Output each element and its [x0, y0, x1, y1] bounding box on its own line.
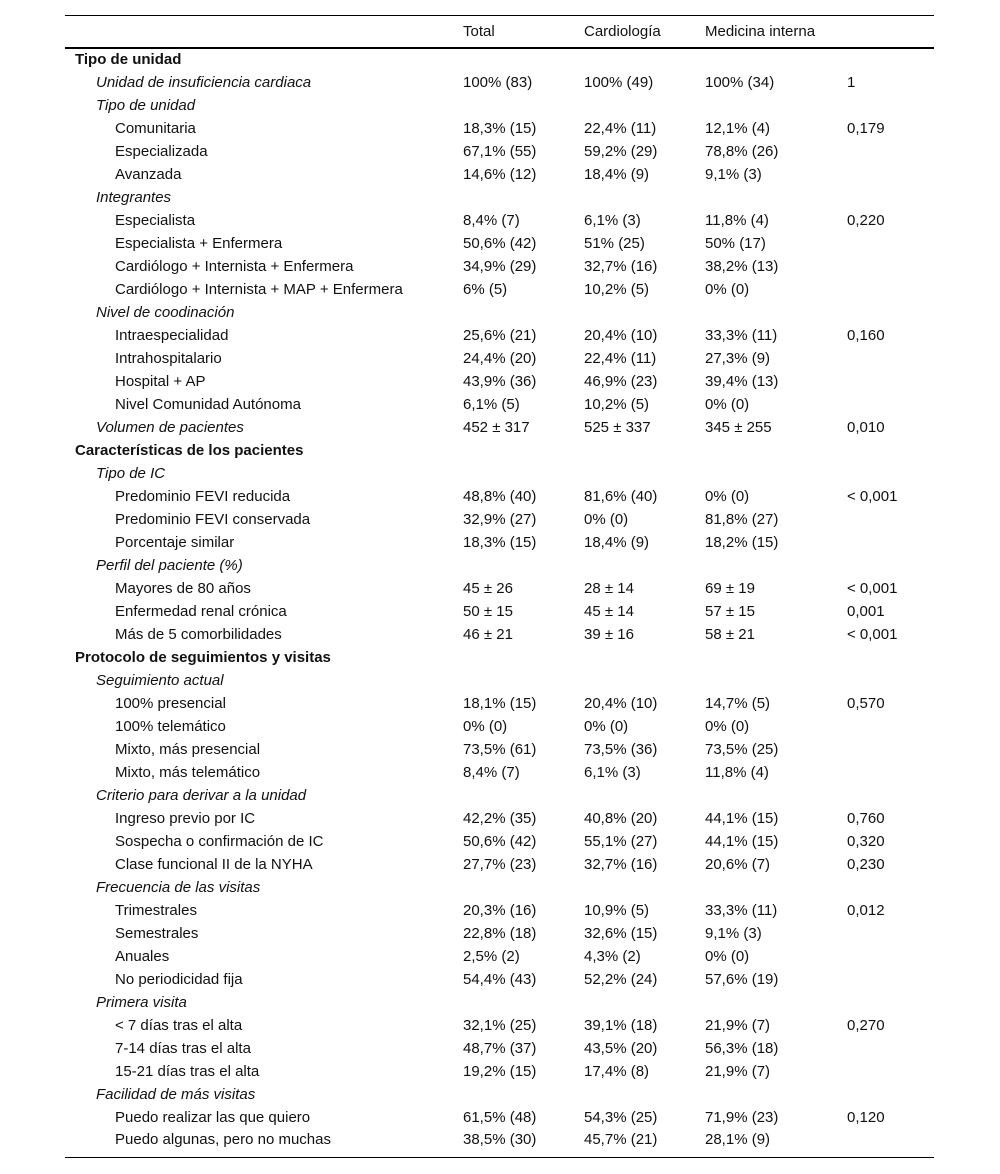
row-label: 100% presencial: [115, 694, 226, 712]
medicina-interna-cell: 345 ± 255: [705, 418, 772, 436]
p-value-cell: 0,179: [847, 119, 885, 137]
row-label: Cardiólogo + Internista + MAP + Enfermera: [115, 280, 403, 298]
cardiologia-cell: 4,3% (2): [584, 947, 641, 965]
p-value-cell: 1: [847, 73, 856, 91]
p-value-cell: < 0,001: [847, 487, 898, 505]
total-cell: 48,7% (37): [463, 1039, 537, 1057]
medicina-interna-cell: 11,8% (4): [705, 763, 769, 781]
medicina-interna-cell: 0% (0): [705, 487, 750, 505]
row-label: 15-21 días tras el alta: [115, 1062, 260, 1080]
cardiologia-cell: 525 ± 337: [584, 418, 651, 436]
cardiologia-cell: 81,6% (40): [584, 487, 658, 505]
table-row: [65, 531, 934, 554]
p-value-cell: [847, 163, 934, 186]
p-value-cell: [847, 393, 934, 416]
total-cell: 34,9% (29): [463, 257, 537, 275]
table-row: [65, 393, 934, 416]
medicina-interna-cell: 0% (0): [705, 280, 750, 298]
medicina-interna-cell: 44,1% (15): [705, 809, 779, 827]
cardiologia-cell: [584, 1083, 705, 1106]
p-value-cell: [847, 186, 934, 209]
total-cell: [463, 554, 584, 577]
p-value-cell: [847, 255, 934, 278]
table-row: [65, 485, 934, 508]
table-row: [65, 255, 934, 278]
total-cell: 19,2% (15): [463, 1062, 537, 1080]
total-cell: 452 ± 317: [463, 418, 530, 436]
total-cell: 20,3% (16): [463, 901, 537, 919]
table-row: [65, 945, 934, 968]
total-cell: 27,7% (23): [463, 855, 537, 873]
row-label: Comunitaria: [115, 119, 196, 137]
row-label: Enfermedad renal crónica: [115, 602, 287, 620]
total-cell: 100% (83): [463, 73, 533, 91]
p-value-cell: [847, 784, 934, 807]
cardiologia-cell: 32,7% (16): [584, 855, 658, 873]
medicina-interna-cell: 27,3% (9): [705, 349, 771, 367]
total-cell: 24,4% (20): [463, 349, 537, 367]
medicina-interna-cell: 57 ± 15: [705, 602, 755, 620]
total-cell: 42,2% (35): [463, 809, 537, 827]
total-cell: 6% (5): [463, 280, 508, 298]
medicina-interna-cell: [705, 462, 847, 485]
cardiologia-cell: 45 ± 14: [584, 602, 634, 620]
total-cell: 8,4% (7): [463, 763, 520, 781]
data-table: [65, 15, 934, 1158]
total-cell: [463, 876, 584, 899]
cardiologia-cell: 22,4% (11): [584, 349, 657, 367]
p-value-cell: [847, 94, 934, 117]
row-label: Puedo algunas, pero no muchas: [115, 1130, 331, 1148]
total-cell: 2,5% (2): [463, 947, 520, 965]
medicina-interna-cell: 33,3% (11): [705, 326, 778, 344]
p-value-cell: [847, 347, 934, 370]
total-cell: 48,8% (40): [463, 487, 537, 505]
p-value-cell: [847, 761, 934, 784]
row-label: 100% telemático: [115, 717, 226, 735]
medicina-interna-cell: 57,6% (19): [705, 970, 779, 988]
medicina-interna-cell: [705, 439, 847, 462]
total-cell: 38,5% (30): [463, 1130, 537, 1148]
medicina-interna-cell: 0% (0): [705, 947, 750, 965]
p-value-cell: 0,320: [847, 832, 885, 850]
medicina-interna-cell: 39,4% (13): [705, 372, 779, 390]
total-cell: 54,4% (43): [463, 970, 537, 988]
table-row: [65, 209, 934, 232]
medicina-interna-cell: [705, 94, 847, 117]
medicina-interna-cell: 33,3% (11): [705, 901, 778, 919]
subsection-row: [65, 416, 934, 439]
p-value-cell: 0,120: [847, 1108, 885, 1126]
medicina-interna-cell: 71,9% (23): [705, 1108, 779, 1126]
p-value-cell: [847, 1037, 934, 1060]
cardiologia-cell: [584, 991, 705, 1014]
p-value-cell: [847, 301, 934, 324]
p-value-cell: [847, 554, 934, 577]
row-label: Frecuencia de las visitas: [96, 878, 261, 896]
medicina-interna-cell: 0% (0): [705, 395, 750, 413]
medicina-interna-cell: 56,3% (18): [705, 1039, 779, 1057]
medicina-interna-cell: [705, 646, 847, 669]
medicina-interna-cell: 69 ± 19: [705, 579, 755, 597]
cardiologia-cell: [584, 48, 705, 71]
cardiologia-cell: 20,4% (10): [584, 326, 658, 344]
medicina-interna-cell: 58 ± 21: [705, 625, 755, 643]
table-row: [65, 232, 934, 255]
subsection-row: [65, 462, 934, 485]
total-cell: [463, 669, 584, 692]
total-cell: 73,5% (61): [463, 740, 537, 758]
row-label: Mixto, más telemático: [115, 763, 261, 781]
row-label: Especialista + Enfermera: [115, 234, 283, 252]
cardiologia-cell: 22,4% (11): [584, 119, 657, 137]
p-value-cell: [847, 669, 934, 692]
subsection-row: [65, 1083, 934, 1106]
cardiologia-cell: 6,1% (3): [584, 211, 641, 229]
table-row: [65, 1129, 934, 1158]
cardiologia-cell: [584, 669, 705, 692]
cardiologia-cell: 39,1% (18): [584, 1016, 658, 1034]
subsection-row: [65, 784, 934, 807]
table-row: [65, 324, 934, 347]
p-value-cell: [847, 508, 934, 531]
row-label: Cardiólogo + Internista + Enfermera: [115, 257, 354, 275]
table-row: [65, 163, 934, 186]
cardiologia-cell: 51% (25): [584, 234, 645, 252]
medicina-interna-cell: 21,9% (7): [705, 1016, 771, 1034]
total-cell: [463, 646, 584, 669]
subsection-row: [65, 669, 934, 692]
table-row: [65, 278, 934, 301]
p-value-cell: [847, 715, 934, 738]
p-value-cell: 0,220: [847, 211, 885, 229]
total-cell: [463, 186, 584, 209]
table-body: [65, 48, 934, 1158]
table-row: [65, 117, 934, 140]
total-cell: 0% (0): [463, 717, 508, 735]
medicina-interna-cell: [705, 784, 847, 807]
table-row: [65, 922, 934, 945]
header-medicina-interna: Medicina interna: [705, 22, 816, 40]
row-label: Unidad de insuficiencia cardiaca: [96, 73, 312, 91]
row-label: Nivel Comunidad Autónoma: [115, 395, 301, 413]
p-value-cell: < 0,001: [847, 625, 898, 643]
total-cell: 32,9% (27): [463, 510, 537, 528]
total-cell: [463, 1083, 584, 1106]
total-cell: 50,6% (42): [463, 234, 537, 252]
table-row: [65, 715, 934, 738]
medicina-interna-cell: [705, 301, 847, 324]
p-value-cell: 0,160: [847, 326, 885, 344]
medicina-interna-cell: 73,5% (25): [705, 740, 779, 758]
total-cell: [463, 94, 584, 117]
total-cell: 50,6% (42): [463, 832, 537, 850]
p-value-cell: [847, 968, 934, 991]
medicina-interna-cell: 50% (17): [705, 234, 766, 252]
p-value-cell: [847, 991, 934, 1014]
p-value-cell: 0,001: [847, 602, 885, 620]
p-value-cell: < 0,001: [847, 579, 898, 597]
cardiologia-cell: [584, 186, 705, 209]
p-value-cell: [847, 1129, 934, 1158]
table-row: [65, 600, 934, 623]
table-row: [65, 1037, 934, 1060]
total-cell: 32,1% (25): [463, 1016, 537, 1034]
subsection-row: [65, 71, 934, 94]
total-cell: 61,5% (48): [463, 1108, 537, 1126]
row-label: Protocolo de seguimientos y visitas: [75, 648, 331, 666]
p-value-cell: [847, 48, 934, 71]
subsection-row: [65, 991, 934, 1014]
cardiologia-cell: 40,8% (20): [584, 809, 658, 827]
cardiologia-cell: [584, 462, 705, 485]
row-label: Ingreso previo por IC: [115, 809, 256, 827]
cardiologia-cell: 0% (0): [584, 510, 629, 528]
table-row: [65, 692, 934, 715]
medicina-interna-cell: 9,1% (3): [705, 165, 762, 183]
total-cell: 8,4% (7): [463, 211, 520, 229]
row-label: 7-14 días tras el alta: [115, 1039, 251, 1057]
medicina-interna-cell: 28,1% (9): [705, 1130, 771, 1148]
cardiologia-cell: 46,9% (23): [584, 372, 658, 390]
header-cardiologia: Cardiología: [584, 22, 661, 40]
table-row: [65, 1014, 934, 1037]
p-value-cell: [847, 370, 934, 393]
row-label: Avanzada: [115, 165, 182, 183]
cardiologia-cell: [584, 301, 705, 324]
table-row: [65, 830, 934, 853]
row-label: Hospital + AP: [115, 372, 206, 390]
total-cell: 18,1% (15): [463, 694, 537, 712]
medicina-interna-cell: 81,8% (27): [705, 510, 779, 528]
table-row: [65, 623, 934, 646]
subsection-row: [65, 94, 934, 117]
cardiologia-cell: 54,3% (25): [584, 1108, 658, 1126]
row-label: Predominio FEVI conservada: [115, 510, 311, 528]
p-value-cell: 0,012: [847, 901, 885, 919]
cardiologia-cell: 6,1% (3): [584, 763, 641, 781]
total-cell: [463, 48, 584, 71]
table-row: [65, 853, 934, 876]
table-row: [65, 1060, 934, 1083]
row-label: Anuales: [115, 947, 170, 965]
medicina-interna-cell: 9,1% (3): [705, 924, 762, 942]
total-cell: 25,6% (21): [463, 326, 537, 344]
medicina-interna-cell: 78,8% (26): [705, 142, 779, 160]
subsection-row: [65, 554, 934, 577]
medicina-interna-cell: [705, 554, 847, 577]
row-label: Semestrales: [115, 924, 199, 942]
subsection-row: [65, 876, 934, 899]
cardiologia-cell: [584, 784, 705, 807]
row-label: Criterio para derivar a la unidad: [96, 786, 307, 804]
row-label: Volumen de pacientes: [96, 418, 244, 436]
medicina-interna-cell: 100% (34): [705, 73, 775, 91]
row-label: Primera visita: [96, 993, 187, 1011]
table-row: [65, 738, 934, 761]
medicina-interna-cell: 0% (0): [705, 717, 750, 735]
cardiologia-cell: 32,6% (15): [584, 924, 658, 942]
row-label: < 7 días tras el alta: [115, 1016, 243, 1034]
row-label: Nivel de coodinación: [96, 303, 235, 321]
total-cell: [463, 439, 584, 462]
row-label: Clase funcional II de la NYHA: [115, 855, 313, 873]
total-cell: 43,9% (36): [463, 372, 537, 390]
total-cell: 46 ± 21: [463, 625, 513, 643]
medicina-interna-cell: 12,1% (4): [705, 119, 771, 137]
cardiologia-cell: [584, 876, 705, 899]
medicina-interna-cell: [705, 186, 847, 209]
total-cell: 45 ± 26: [463, 579, 513, 597]
cardiologia-cell: 0% (0): [584, 717, 629, 735]
cardiologia-cell: 28 ± 14: [584, 579, 634, 597]
section-row: [65, 646, 934, 669]
p-value-cell: [847, 646, 934, 669]
p-value-cell: [847, 945, 934, 968]
cardiologia-cell: 43,5% (20): [584, 1039, 658, 1057]
row-label: Más de 5 comorbilidades: [115, 625, 282, 643]
p-value-cell: [847, 738, 934, 761]
cardiologia-cell: [584, 554, 705, 577]
row-label: Sospecha o confirmación de IC: [115, 832, 324, 850]
p-value-cell: [847, 922, 934, 945]
medicina-interna-cell: [705, 991, 847, 1014]
total-cell: 67,1% (55): [463, 142, 537, 160]
total-cell: 6,1% (5): [463, 395, 520, 413]
cardiologia-cell: 45,7% (21): [584, 1130, 658, 1148]
header-row: [65, 16, 934, 48]
medicina-interna-cell: 14,7% (5): [705, 694, 771, 712]
p-value-cell: [847, 462, 934, 485]
table-row: [65, 370, 934, 393]
cardiologia-cell: 100% (49): [584, 73, 654, 91]
medicina-interna-cell: 11,8% (4): [705, 211, 769, 229]
total-cell: 50 ± 15: [463, 602, 513, 620]
row-label: Intraespecialidad: [115, 326, 229, 344]
row-label: Tipo de unidad: [75, 51, 182, 68]
p-value-cell: [847, 876, 934, 899]
p-value-cell: [847, 439, 934, 462]
cardiologia-cell: 10,2% (5): [584, 395, 650, 413]
p-value-cell: [847, 140, 934, 163]
cardiologia-cell: [584, 646, 705, 669]
total-cell: 18,3% (15): [463, 119, 537, 137]
cardiologia-cell: 10,2% (5): [584, 280, 650, 298]
cardiologia-cell: [584, 439, 705, 462]
total-cell: 18,3% (15): [463, 533, 537, 551]
total-cell: [463, 462, 584, 485]
subsection-row: [65, 301, 934, 324]
p-value-cell: [847, 278, 934, 301]
table-row: [65, 577, 934, 600]
medicina-interna-cell: [705, 669, 847, 692]
medicina-interna-cell: 38,2% (13): [705, 257, 779, 275]
header-total: Total: [463, 22, 495, 40]
medicina-interna-cell: [705, 48, 847, 71]
p-value-cell: 0,230: [847, 855, 885, 873]
total-cell: 14,6% (12): [463, 165, 537, 183]
total-cell: 22,8% (18): [463, 924, 537, 942]
section-row: [65, 48, 934, 71]
row-label: Características de los pacientes: [75, 441, 304, 459]
row-label: Integrantes: [96, 188, 172, 206]
p-value-cell: [847, 1083, 934, 1106]
total-cell: [463, 991, 584, 1014]
cardiologia-cell: 39 ± 16: [584, 625, 634, 643]
cardiologia-cell: 59,2% (29): [584, 142, 658, 160]
row-label: Trimestrales: [115, 901, 197, 919]
row-label: Intrahospitalario: [115, 349, 222, 367]
table-row: [65, 899, 934, 922]
p-value-cell: 0,010: [847, 418, 885, 436]
table-row: [65, 1106, 934, 1129]
p-value-cell: [847, 1060, 934, 1083]
table-row: [65, 140, 934, 163]
cardiologia-cell: 73,5% (36): [584, 740, 658, 758]
cardiologia-cell: 18,4% (9): [584, 533, 650, 551]
table-row: [65, 508, 934, 531]
row-label: No periodicidad fija: [115, 970, 243, 988]
table-row: [65, 347, 934, 370]
p-value-cell: [847, 232, 934, 255]
table-row: [65, 807, 934, 830]
row-label: Perfil del paciente (%): [96, 556, 243, 574]
cardiologia-cell: [584, 94, 705, 117]
p-value-cell: 0,570: [847, 694, 885, 712]
cardiologia-cell: 20,4% (10): [584, 694, 658, 712]
cardiologia-cell: 10,9% (5): [584, 901, 650, 919]
table-row: [65, 968, 934, 991]
total-cell: [463, 301, 584, 324]
medicina-interna-cell: 44,1% (15): [705, 832, 779, 850]
row-label: Predominio FEVI reducida: [115, 487, 291, 505]
table-row: [65, 761, 934, 784]
medicina-interna-cell: [705, 876, 847, 899]
row-label: Seguimiento actual: [96, 671, 224, 689]
cardiologia-cell: 55,1% (27): [584, 832, 658, 850]
cardiologia-cell: 17,4% (8): [584, 1062, 650, 1080]
medicina-interna-cell: 18,2% (15): [705, 533, 779, 551]
header-p-value: [847, 16, 934, 48]
row-label: Especialista: [115, 211, 196, 229]
row-label: Tipo de unidad: [96, 96, 196, 114]
row-label: Porcentaje similar: [115, 533, 235, 551]
cardiologia-cell: 18,4% (9): [584, 165, 650, 183]
medicina-interna-cell: [705, 1083, 847, 1106]
total-cell: [463, 784, 584, 807]
subsection-row: [65, 186, 934, 209]
row-label: Mixto, más presencial: [115, 740, 261, 758]
header-label: [65, 16, 463, 48]
p-value-cell: 0,270: [847, 1016, 885, 1034]
row-label: Tipo de IC: [96, 464, 166, 482]
row-label: Facilidad de más visitas: [96, 1085, 256, 1103]
p-value-cell: [847, 531, 934, 554]
row-label: Especializada: [115, 142, 208, 160]
row-label: Puedo realizar las que quiero: [115, 1108, 311, 1126]
section-row: [65, 439, 934, 462]
medicina-interna-cell: 21,9% (7): [705, 1062, 771, 1080]
cardiologia-cell: 32,7% (16): [584, 257, 658, 275]
row-label: Mayores de 80 años: [115, 579, 251, 597]
cardiologia-cell: 52,2% (24): [584, 970, 658, 988]
medicina-interna-cell: 20,6% (7): [705, 855, 771, 873]
p-value-cell: 0,760: [847, 809, 885, 827]
